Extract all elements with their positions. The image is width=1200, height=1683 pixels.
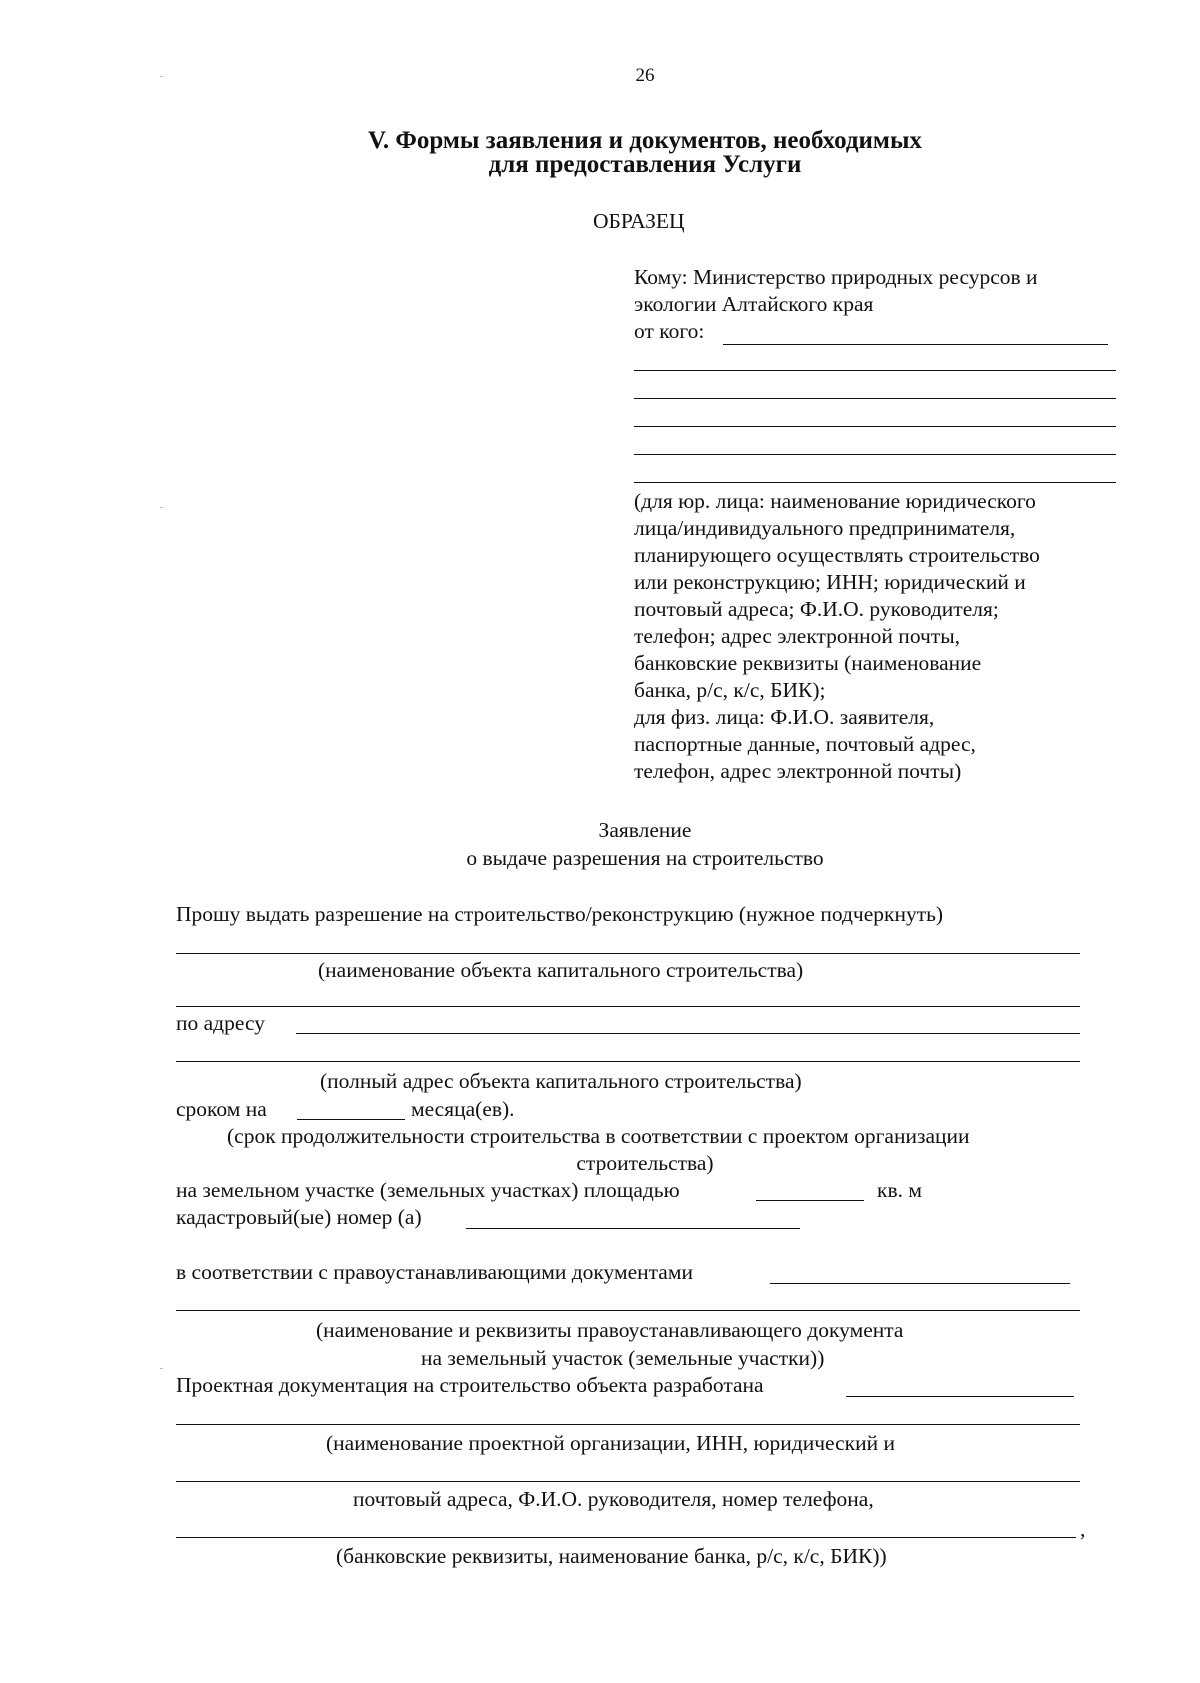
term-hint-line1: (срок продолжительности строительства в соответствии с проектом организации xyxy=(227,1124,970,1148)
statement-title: Заявление xyxy=(598,818,692,842)
applicant-hint-line: или реконструкцию; ИНН; юридический и xyxy=(634,570,1026,594)
cadastral-fill-line xyxy=(466,1228,800,1229)
applicant-hint-line: банковские реквизиты (наименование xyxy=(634,651,982,675)
applicant-hint-line: почтовый адреса; Ф.И.О. руководителя; xyxy=(634,597,999,621)
title-docs-label: в соответствии с правоустанавливающими документами xyxy=(176,1260,693,1284)
title-docs-fill-line xyxy=(770,1283,1070,1284)
addressee-to-line1: Кому: Министерство природных ресурсов и xyxy=(634,265,1038,289)
request-text: Прошу выдать разрешение на строительство/реконструкцию (нужное подчеркнуть) xyxy=(176,902,944,926)
applicant-hint-line: паспортные данные, почтовый адрес, xyxy=(634,732,976,756)
section-heading-line2: для предоставления Услуги xyxy=(488,151,802,178)
applicant-hint-line: для физ. лица: Ф.И.О. заявителя, xyxy=(634,705,935,729)
cadastral-label: кадастровый(ые) номер (а) xyxy=(176,1205,422,1229)
term-fill-line xyxy=(297,1119,405,1120)
section-heading-line1: V. Формы заявления и документов, необходимых xyxy=(368,127,922,154)
applicant-hint-line: телефон; адрес электронной почты, xyxy=(634,624,961,648)
object-name-hint: (наименование объекта капитального строительства) xyxy=(318,958,804,982)
land-area-unit: кв. м xyxy=(877,1178,922,1202)
project-label: Проектная документация на строительство объекта разработана xyxy=(176,1373,764,1397)
object-name-fill-line xyxy=(176,1006,1080,1007)
sample-label: ОБРАЗЕЦ xyxy=(593,209,685,233)
applicant-hint-line: банка, р/с, к/с, БИК); xyxy=(634,678,826,702)
project-fill-line xyxy=(846,1396,1074,1397)
page-number: 26 xyxy=(635,65,655,86)
trailing-comma: , xyxy=(1080,1517,1086,1541)
address-label: по адресу xyxy=(176,1011,265,1035)
title-docs-hint-line1: (наименование и реквизиты правоустанавливающего документа xyxy=(316,1318,904,1342)
land-area-fill-line xyxy=(756,1200,864,1201)
project-fill-line xyxy=(176,1424,1080,1425)
from-fill-line xyxy=(634,426,1116,427)
project-fill-line xyxy=(176,1481,1080,1482)
term-label: сроком на xyxy=(176,1097,267,1121)
scan-speck xyxy=(160,1368,163,1369)
term-hint-line2: строительства) xyxy=(576,1151,714,1175)
project-hint-line1: (наименование проектной организации, ИНН, юридический и xyxy=(326,1431,896,1455)
term-unit: месяца(ев). xyxy=(411,1097,515,1121)
from-fill-line xyxy=(634,454,1116,455)
from-fill-line xyxy=(634,482,1116,483)
from-fill-line xyxy=(634,370,1116,371)
address-fill-line xyxy=(176,1061,1080,1062)
land-area-label: на земельном участке (земельных участках) площадью xyxy=(176,1178,680,1202)
applicant-hint-line: телефон, адрес электронной почты) xyxy=(634,759,962,783)
from-fill-line xyxy=(723,344,1108,345)
title-docs-hint-line2: на земельный участок (земельные участки)) xyxy=(421,1346,825,1370)
statement-subtitle: о выдаче разрешения на строительство xyxy=(466,846,824,870)
scan-speck xyxy=(160,507,163,508)
project-fill-line xyxy=(176,1537,1076,1538)
title-docs-fill-line xyxy=(176,1310,1080,1311)
full-address-hint: (полный адрес объекта капитального строительства) xyxy=(320,1069,802,1093)
object-name-fill-line xyxy=(176,953,1080,954)
applicant-hint-line: (для юр. лица: наименование юридического xyxy=(634,489,1036,513)
applicant-hint-line: лица/индивидуального предпринимателя, xyxy=(634,516,1016,540)
applicant-hint-line: планирующего осуществлять строительство xyxy=(634,543,1040,567)
addressee-to-line2: экологии Алтайского края xyxy=(634,292,874,316)
from-label: от кого: xyxy=(634,319,705,343)
project-hint-line2: почтовый адреса, Ф.И.О. руководителя, номер телефона, xyxy=(353,1487,874,1511)
address-fill-line xyxy=(296,1033,1080,1034)
project-hint-line3: (банковские реквизиты, наименование банка, р/с, к/с, БИК)) xyxy=(336,1544,887,1568)
from-fill-line xyxy=(634,398,1116,399)
